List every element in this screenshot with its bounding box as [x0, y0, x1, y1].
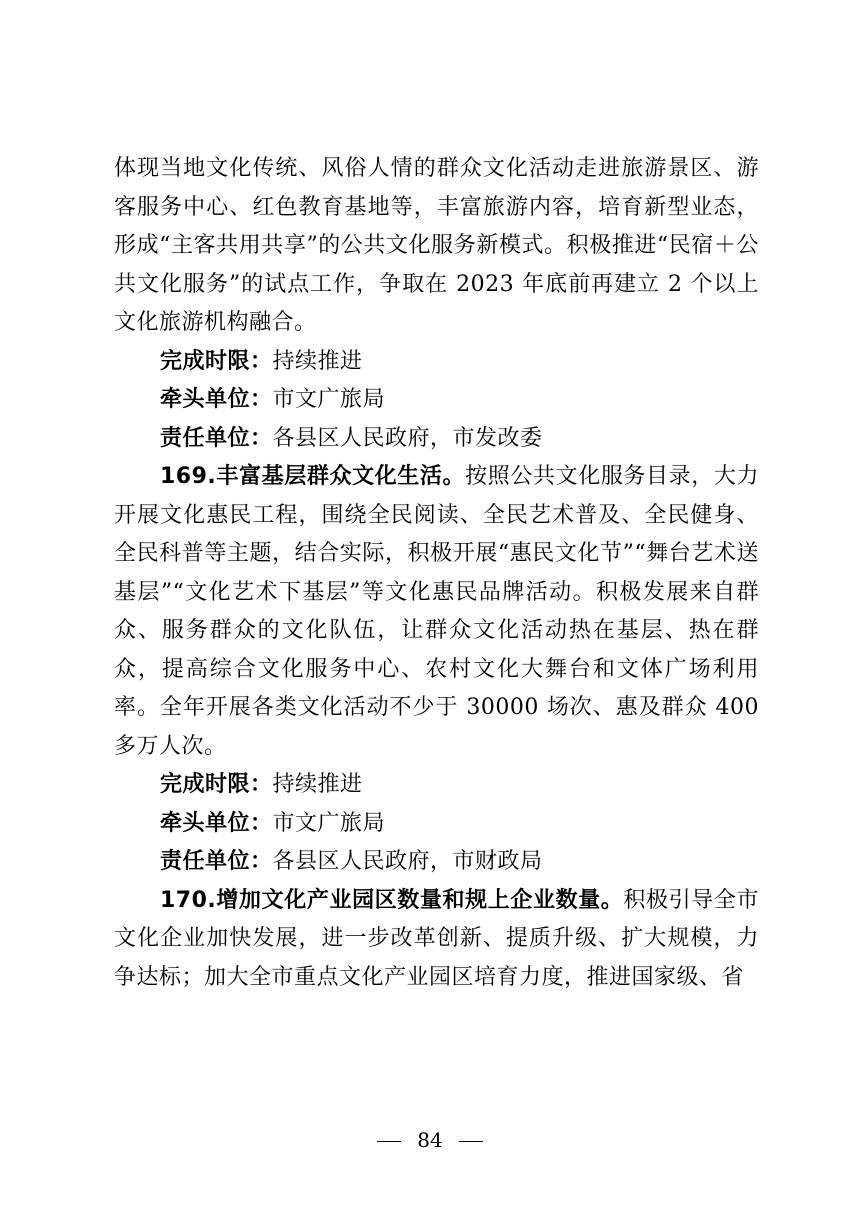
lead-row-1 — [114, 381, 759, 420]
lead-label: 牵头单位： — [160, 810, 273, 836]
deadline-row-1 — [114, 343, 759, 382]
responsible-label: 责任单位： — [160, 849, 273, 874]
footer-dash-right — [459, 1141, 483, 1142]
deadline-label: 完成时限： — [160, 348, 273, 374]
responsible-value: 各县区人民政府，市财政局 — [272, 849, 543, 874]
lead-value: 市文广旅局 — [272, 810, 386, 836]
footer-dash-left — [377, 1141, 401, 1142]
lead-label: 牵头单位： — [160, 387, 273, 412]
responsible-label: 责任单位： — [160, 425, 273, 451]
paragraph-continued: 体现当地文化传统、风俗人情的群众文化活动走进旅游景区、游客服务中心、红色教育基地等，丰富旅游内容，培育新型业态，形成“主客共用共享”的公共文化服务新模式。积极推进“民宿＋公共文化服务”的试点工作，争取在 2023 年底前再建立 2 个以上文化旅游机构融合。 — [114, 156, 759, 335]
item-169-paragraph — [114, 458, 759, 766]
deadline-label: 完成时限： — [160, 772, 273, 797]
deadline-row-169 — [114, 766, 759, 805]
item-170-title: 170.增加文化产业园区数量和规上企业数量。 — [160, 887, 624, 913]
item-169-body: 按照公共文化服务目录，大力开展文化惠民工程，围绕全民阅读、全民艺术普及、全民健身、全民科普等主题，结合实际，积极开展“惠民文化节”“舞台艺术送基层”“文化艺术下基层”等文化惠民品牌活动。积极发展来自群众、服务群众的文化队伍，让群众文化活动热在基层、热在群众，提高综合文化服务中心、农村文化大舞台和文体广场利用率。全年开展各类文化活动不少于 30000 场次、惠及群众 400 多万人次。 — [114, 464, 759, 759]
page-footer — [0, 1128, 860, 1152]
item-170-body: 积极引导全市文化企业加快发展，进一步改革创新、提质升级、扩大规模，力争达标；加大全市重点文化产业园区培育力度，推进国家级、省 — [114, 887, 759, 990]
responsible-value: 各县区人民政府，市发改委 — [272, 425, 543, 451]
page-number: 84 — [417, 1128, 443, 1152]
responsible-row-1 — [114, 420, 759, 459]
item-170-paragraph — [114, 882, 759, 998]
item-169-title: 169.丰富基层群众文化生活。 — [160, 464, 466, 489]
lead-row-169 — [114, 805, 759, 844]
body-text — [114, 150, 759, 997]
lead-value: 市文广旅局 — [272, 387, 386, 412]
deadline-value: 持续推进 — [272, 772, 363, 797]
deadline-value: 持续推进 — [272, 348, 363, 374]
responsible-row-169 — [114, 843, 759, 882]
